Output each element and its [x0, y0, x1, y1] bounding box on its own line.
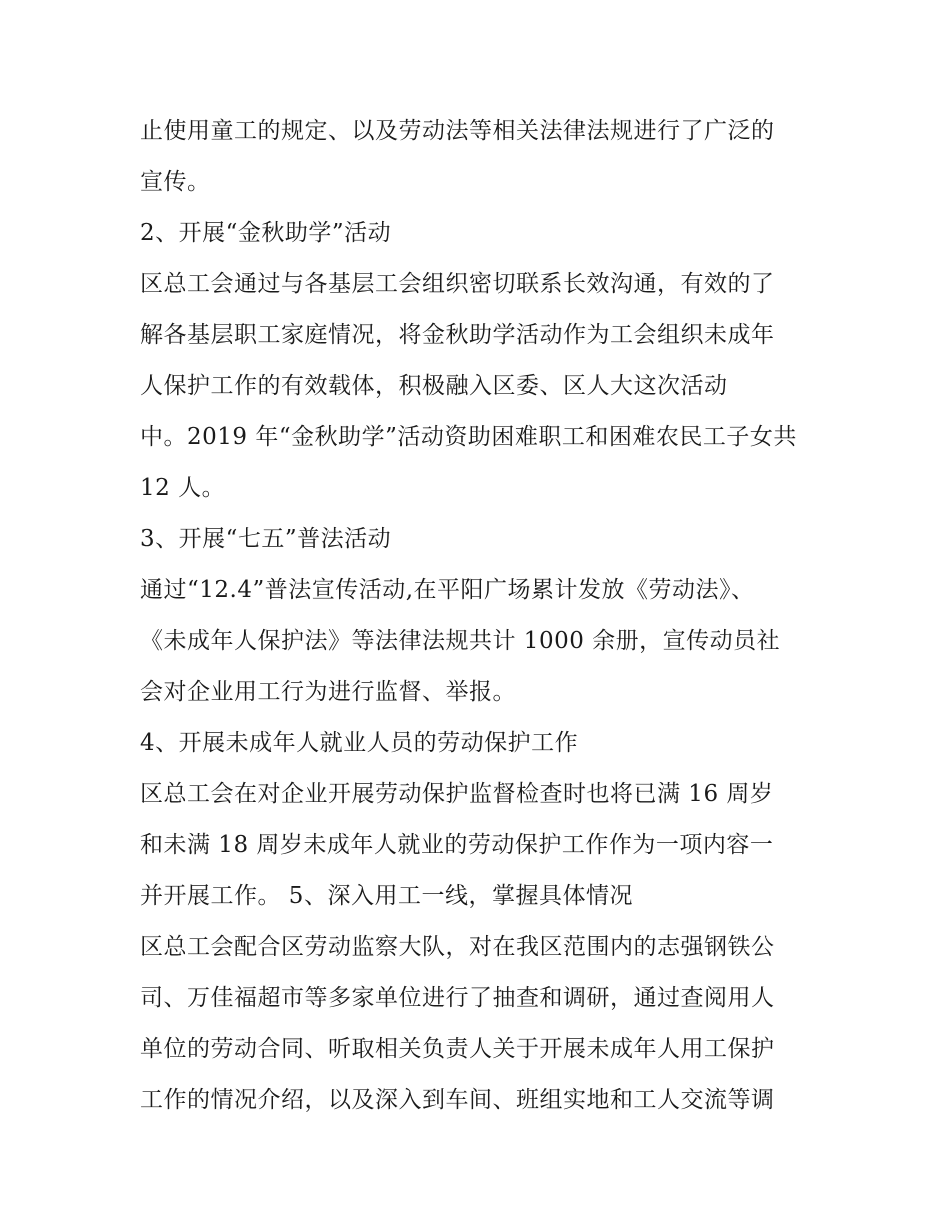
section-heading: 4、开展未成年人就业人员的劳动保护工作: [140, 730, 579, 756]
body-text: [140, 106, 820, 1126]
text-line: 止使用童工的规定、以及劳动法等相关法律法规进行了广泛的: [140, 118, 775, 144]
section-heading: 3、开展“七五”普法活动: [140, 526, 392, 552]
text-line: 司、万佳福超市等多家单位进行了抽查和调研，通过查阅用人: [140, 985, 775, 1011]
text-line: 区总工会配合区劳动监察大队，对在我区范围内的志强钢铁公: [140, 934, 775, 960]
text-line: 区总工会在对企业开展劳动保护监督检查时也将已满 16 周岁: [140, 781, 774, 807]
text-line: 和未满 18 周岁未成年人就业的劳动保护工作作为一项内容一: [140, 832, 774, 858]
text-line: 区总工会通过与各基层工会组织密切联系长效沟通，有效的了: [140, 271, 775, 297]
text-line: 《未成年人保护法》等法律法规共计 1000 余册，宣传动员社: [140, 628, 781, 654]
text-line: 12 人。: [140, 475, 226, 501]
text-line: 中。2019 年“金秋助学”活动资助困难职工和困难农民工子女共: [140, 424, 797, 450]
text-line: 通过“12.4”普法宣传活动,在平阳广场累计发放《劳动法》、: [140, 577, 755, 603]
section-heading: 2、开展“金秋助学”活动: [140, 220, 392, 246]
text-line: 单位的劳动合同、听取相关负责人关于开展未成年人用工保护: [140, 1036, 775, 1062]
text-line: 解各基层职工家庭情况，将金秋助学活动作为工会组织未成年: [140, 322, 775, 348]
text-line: 会对企业用工行为进行监督、举报。: [140, 679, 516, 705]
text-line: 工作的情况介绍，以及深入到车间、班组实地和工人交流等调: [140, 1087, 775, 1113]
text-line: 宣传。: [140, 169, 211, 195]
text-line: 人保护工作的有效载体，积极融入区委、区人大这次活动: [140, 373, 728, 399]
text-line: 并开展工作。 5、深入用工一线，掌握具体情况: [140, 883, 633, 909]
